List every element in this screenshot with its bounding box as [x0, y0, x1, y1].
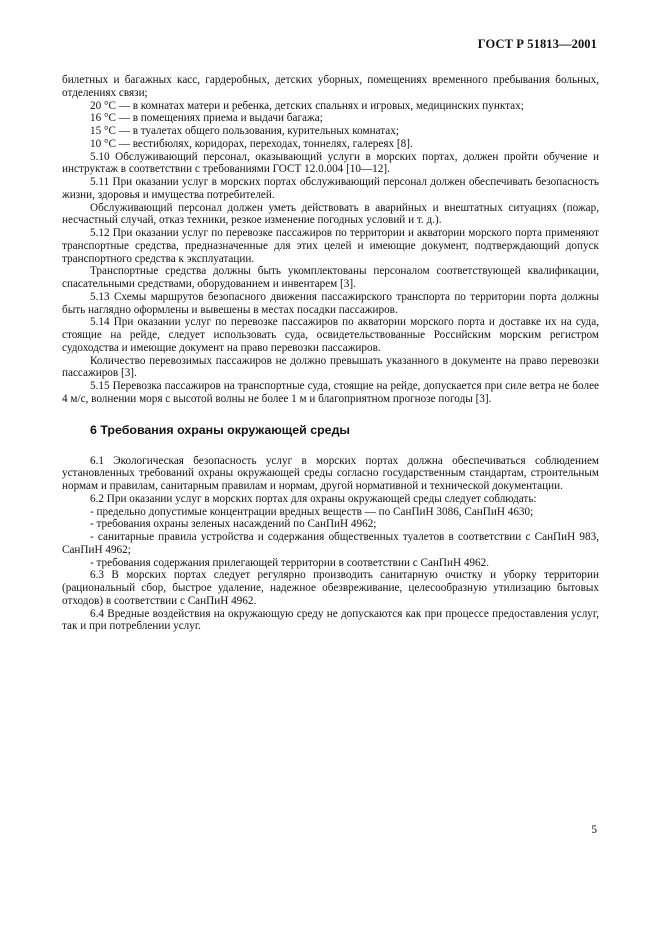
paragraph: Транспортные средства должны быть укомплектованы персоналом соответствующей квалификации, спасательными средствами, оборудованием и инвентарем [3]. [62, 265, 599, 290]
paragraph: билетных и багажных касс, гардеробных, детских уборных, помещениях временного пребывания больных, отделениях связи; [62, 74, 599, 99]
paragraph: 15 °С — в туалетах общего пользования, курительных комнатах; [90, 125, 399, 137]
paragraph: 5.15 Перевозка пассажиров на транспортные суда, стоящие на рейде, допускается при силе ветра не более 4 м/с, волнении моря с высотой волны не более 1 м и благоприятном прогнозе погоды [3]. [62, 380, 599, 405]
paragraph: 6.2 При оказании услуг в морских портах для охраны окружающей среды следует соблюдать: [90, 492, 537, 505]
paragraph: 5.10 Обслуживающий персонал, оказывающий услуги в морских портах, должен пройти обучение и инструктаж в соответствии с требованиями ГОСТ 12.0.004 [10—12]. [62, 150, 599, 176]
document-header: ГОСТ Р 51813—2001 [477, 37, 597, 51]
page-number: 5 [591, 824, 597, 836]
paragraph: - санитарные правила устройства и содержания общественных туалетов в соответствии с СанПиН 983, СанПиН 4962; [62, 531, 599, 556]
paragraph: 16 °С — в помещениях приема и выдачи багажа; [90, 112, 323, 125]
paragraph: 5.13 Схемы маршрутов безопасного движения пассажирского транспорта по территории порта должны быть наглядно оформлены и вывешены в местах посадки пассажиров. [62, 290, 599, 316]
section-5-continued [62, 74, 599, 406]
paragraph: 5.12 При оказании услуг по перевозке пассажиров по территории и акватории морского порта применяют транспортные средства, предназначенные для этих целей и имеющие документ, подтверждающий допуск транспортного средства к эксплуатации. [62, 227, 599, 265]
paragraph: - предельно допустимые концентрации вредных веществ — по СанПиН 3086, СанПиН 4630; [90, 505, 534, 518]
paragraph: - требования охраны зеленых насаждений по СанПиН 4962; [90, 518, 377, 531]
paragraph: 6.4 Вредные воздействия на окружающую среду не допускаются как при процессе предоставления услуг, так и при потреблении услуг. [62, 607, 599, 633]
paragraph: 5.11 При оказании услуг в морских портах обслуживающий персонал должен обеспечивать безопасность жизни, здоровья и имущества потребителей. [62, 176, 599, 201]
paragraph: Количество перевозимых пассажиров не должно превышать указанного в документе на право перевозки пассажиров [3]. [62, 354, 599, 380]
page-content [62, 74, 599, 633]
paragraph: 20 °С — в комнатах матери и ребенка, детских спальнях и игровых, медицинских пунктах; [90, 99, 524, 112]
paragraph: 6.1 Экологическая безопасность услуг в морских портах должна обеспечиваться соблюдением установленных требований охраны окружающей среды согласно государственным стандартам, строительным нормам и правилам, санитарным правилам и нормам, другой нормативной и технической документации. [62, 454, 599, 492]
paragraph: - требования содержания прилегающей территории в соответствии с СанПиН 4962. [90, 556, 490, 569]
section-heading: 6 Требования охраны окружающей среды [90, 422, 351, 437]
section-6-body [62, 455, 599, 634]
paragraph: 10 °С — вестибюлях, коридорах, переходах, тоннелях, галереях [8]. [90, 137, 413, 150]
paragraph: Обслуживающий персонал должен уметь действовать в аварийных и внештатных ситуациях (пожар, несчастный случай, отказ техники, резкое изменение погодных условий и т. д.). [62, 201, 599, 227]
paragraph: 6.3 В морских портах следует регулярно производить санитарную очистку и уборку территории (рациональный сбор, быстрое удаление, надежное обезвреживание, целесообразную утилизацию бытовых отходов) в соответствии с СанПиН 4962. [62, 569, 599, 607]
paragraph: 5.14 При оказании услуг по перевозке пассажиров по акватории морского порта и доставке их на суда, стоящие на рейде, следует использовать суда, освидетельствованные Российским морским регистром судоходства и имеющие документ на право перевозки пассажиров. [62, 316, 599, 354]
